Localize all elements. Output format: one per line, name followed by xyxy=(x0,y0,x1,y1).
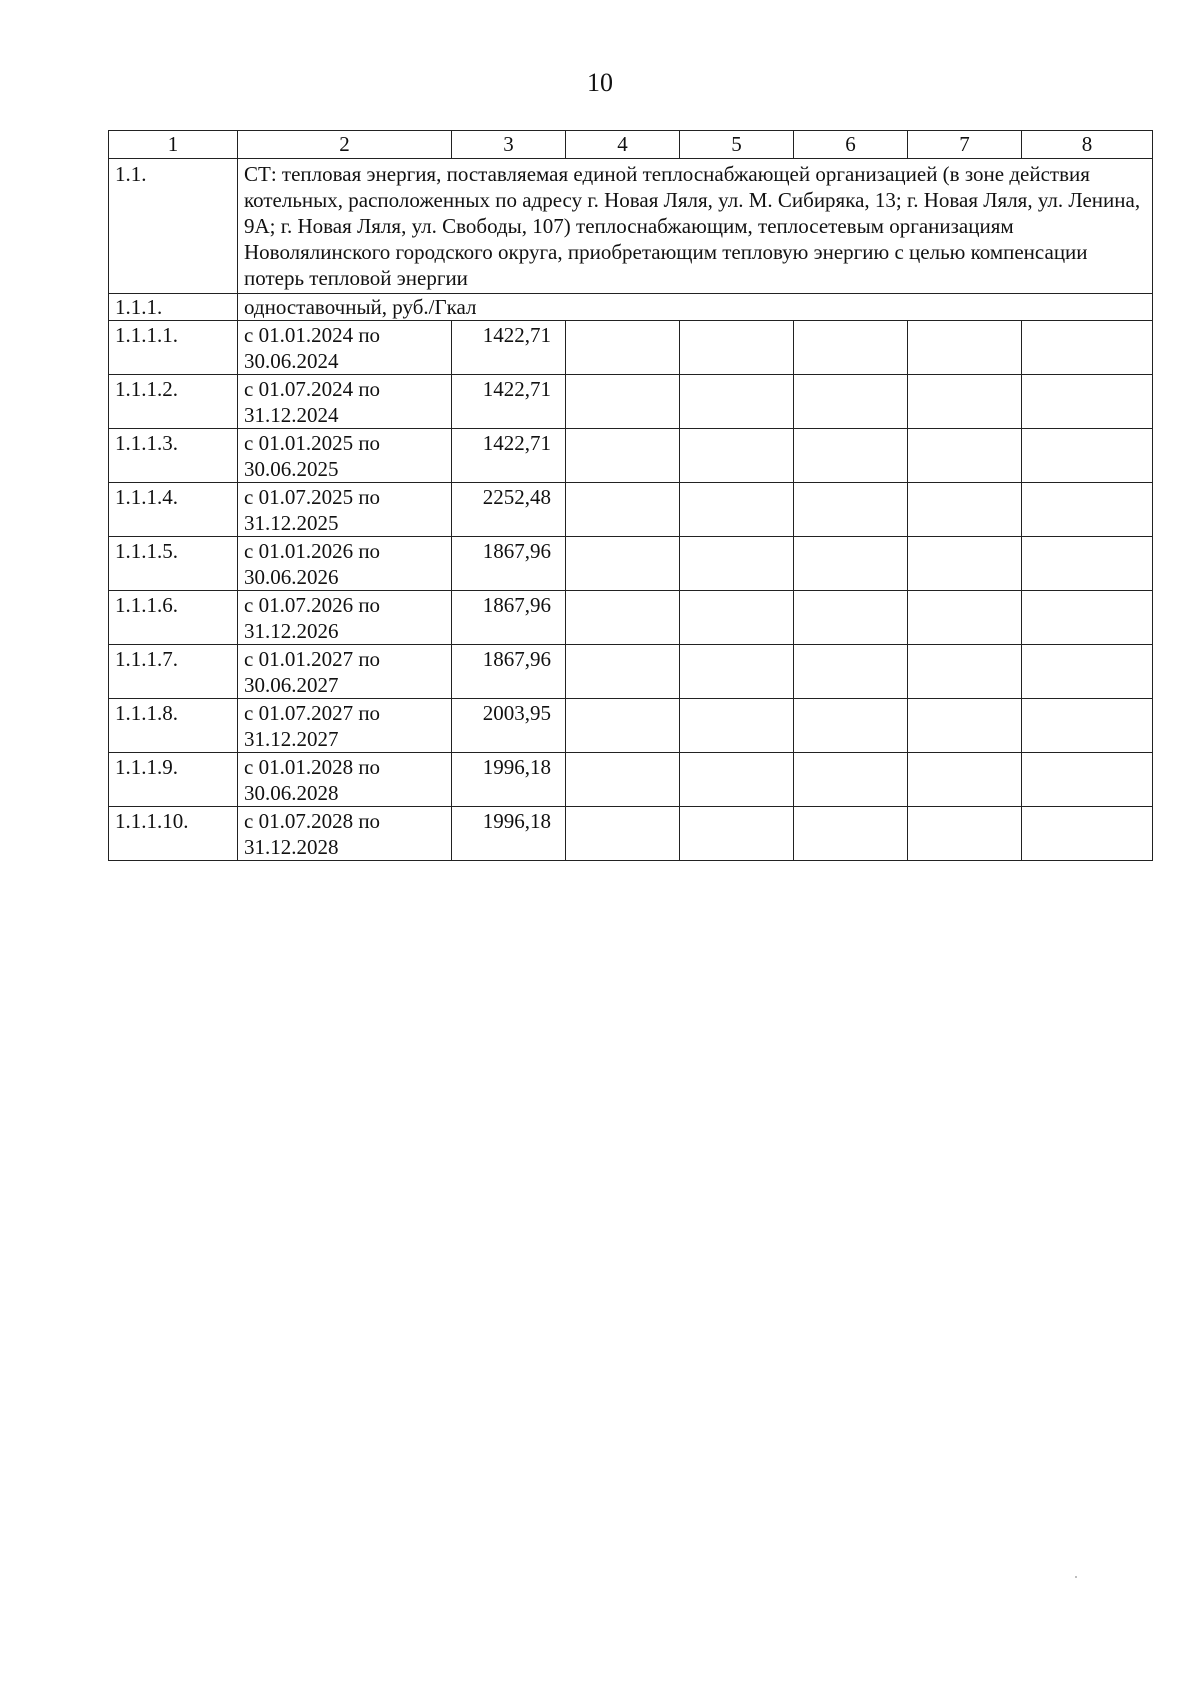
empty-cell xyxy=(1022,375,1153,429)
row-period xyxy=(238,753,452,807)
section-description: СТ: тепловая энергия, поставляемая единой теплоснабжающей организацией (в зоне действия котельных, расположенных по адресу г. Новая Ляля, ул. М. Сибиряка, 13; г. Новая Ляля, ул. Ленина, 9А; г. Новая Ляля, ул. Свободы, 107) теплоснабжающим, теплосетевым организациям Новолялинского городского округа, приобретающим тепловую энергию с целью компенсации потерь тепловой энергии xyxy=(238,159,1153,294)
tariff-table xyxy=(108,130,1153,861)
period-from: с 01.01.2025 по xyxy=(244,431,381,455)
empty-cell xyxy=(566,429,680,483)
period-to: 31.12.2025 xyxy=(244,511,339,535)
empty-cell xyxy=(908,429,1022,483)
empty-cell xyxy=(566,483,680,537)
row-period xyxy=(238,537,452,591)
empty-cell xyxy=(794,699,908,753)
table-row xyxy=(109,537,1153,591)
empty-cell xyxy=(680,321,794,375)
period-to: 31.12.2026 xyxy=(244,619,339,643)
empty-cell xyxy=(794,753,908,807)
row-period xyxy=(238,483,452,537)
empty-cell xyxy=(1022,807,1153,861)
row-value: 1422,71 xyxy=(452,429,566,483)
column-header-row xyxy=(109,131,1153,159)
empty-cell xyxy=(1022,753,1153,807)
empty-cell xyxy=(566,537,680,591)
empty-cell xyxy=(1022,321,1153,375)
empty-cell xyxy=(566,321,680,375)
row-period xyxy=(238,321,452,375)
empty-cell xyxy=(680,429,794,483)
table-row xyxy=(109,591,1153,645)
empty-cell xyxy=(794,591,908,645)
empty-cell xyxy=(680,807,794,861)
period-to: 31.12.2027 xyxy=(244,727,339,751)
empty-cell xyxy=(908,807,1022,861)
column-header: 3 xyxy=(452,131,566,159)
row-value: 1996,18 xyxy=(452,807,566,861)
row-period xyxy=(238,645,452,699)
subsection-number: 1.1.1. xyxy=(109,294,238,321)
empty-cell xyxy=(908,591,1022,645)
period-from: с 01.01.2028 по xyxy=(244,755,381,779)
row-value: 1867,96 xyxy=(452,591,566,645)
period-from: с 01.07.2027 по xyxy=(244,701,381,725)
empty-cell xyxy=(680,591,794,645)
empty-cell xyxy=(908,537,1022,591)
period-from: с 01.07.2025 по xyxy=(244,485,381,509)
period-to: 30.06.2025 xyxy=(244,457,339,481)
row-number: 1.1.1.5. xyxy=(109,537,238,591)
subsection-row xyxy=(109,294,1153,321)
subsection-label: одноставочный, руб./Гкал xyxy=(238,294,1153,321)
period-from: с 01.01.2027 по xyxy=(244,647,381,671)
column-header: 5 xyxy=(680,131,794,159)
table-row xyxy=(109,699,1153,753)
row-value: 2252,48 xyxy=(452,483,566,537)
empty-cell xyxy=(1022,537,1153,591)
column-header: 1 xyxy=(109,131,238,159)
empty-cell xyxy=(566,591,680,645)
column-header: 6 xyxy=(794,131,908,159)
table-row xyxy=(109,645,1153,699)
column-header: 8 xyxy=(1022,131,1153,159)
row-value: 1867,96 xyxy=(452,537,566,591)
row-number: 1.1.1.3. xyxy=(109,429,238,483)
empty-cell xyxy=(908,699,1022,753)
empty-cell xyxy=(794,645,908,699)
empty-cell xyxy=(794,537,908,591)
empty-cell xyxy=(680,483,794,537)
period-from: с 01.01.2026 по xyxy=(244,539,381,563)
section-row xyxy=(109,159,1153,294)
row-number: 1.1.1.7. xyxy=(109,645,238,699)
row-value: 1422,71 xyxy=(452,321,566,375)
period-to: 30.06.2026 xyxy=(244,565,339,589)
row-number: 1.1.1.4. xyxy=(109,483,238,537)
period-to: 30.06.2024 xyxy=(244,349,339,373)
empty-cell xyxy=(566,753,680,807)
row-period xyxy=(238,375,452,429)
empty-cell xyxy=(794,429,908,483)
period-from: с 01.07.2024 по xyxy=(244,377,381,401)
period-to: 30.06.2028 xyxy=(244,781,339,805)
empty-cell xyxy=(566,645,680,699)
table-row xyxy=(109,375,1153,429)
period-to: 30.06.2027 xyxy=(244,673,339,697)
empty-cell xyxy=(908,645,1022,699)
row-value: 1996,18 xyxy=(452,753,566,807)
period-from: с 01.07.2028 по xyxy=(244,809,381,833)
table-row xyxy=(109,753,1153,807)
period-from: с 01.01.2024 по xyxy=(244,323,381,347)
empty-cell xyxy=(680,375,794,429)
empty-cell xyxy=(566,807,680,861)
scan-artifact xyxy=(1075,1576,1077,1578)
row-period xyxy=(238,591,452,645)
row-period xyxy=(238,807,452,861)
row-number: 1.1.1.10. xyxy=(109,807,238,861)
empty-cell xyxy=(680,537,794,591)
row-value: 1867,96 xyxy=(452,645,566,699)
empty-cell xyxy=(1022,591,1153,645)
empty-cell xyxy=(908,483,1022,537)
empty-cell xyxy=(794,807,908,861)
empty-cell xyxy=(908,375,1022,429)
empty-cell xyxy=(1022,645,1153,699)
column-header: 4 xyxy=(566,131,680,159)
empty-cell xyxy=(794,321,908,375)
period-to: 31.12.2028 xyxy=(244,835,339,859)
row-period xyxy=(238,429,452,483)
row-period xyxy=(238,699,452,753)
empty-cell xyxy=(794,375,908,429)
empty-cell xyxy=(566,375,680,429)
row-value: 1422,71 xyxy=(452,375,566,429)
period-from: с 01.07.2026 по xyxy=(244,593,381,617)
empty-cell xyxy=(1022,483,1153,537)
table-row xyxy=(109,483,1153,537)
row-number: 1.1.1.9. xyxy=(109,753,238,807)
column-header: 7 xyxy=(908,131,1022,159)
column-header: 2 xyxy=(238,131,452,159)
table-row xyxy=(109,429,1153,483)
table-row xyxy=(109,321,1153,375)
empty-cell xyxy=(908,753,1022,807)
row-number: 1.1.1.8. xyxy=(109,699,238,753)
empty-cell xyxy=(680,699,794,753)
empty-cell xyxy=(794,483,908,537)
section-number: 1.1. xyxy=(109,159,238,294)
row-number: 1.1.1.1. xyxy=(109,321,238,375)
empty-cell xyxy=(680,753,794,807)
row-number: 1.1.1.2. xyxy=(109,375,238,429)
empty-cell xyxy=(1022,429,1153,483)
empty-cell xyxy=(908,321,1022,375)
empty-cell xyxy=(566,699,680,753)
row-number: 1.1.1.6. xyxy=(109,591,238,645)
table-row xyxy=(109,807,1153,861)
empty-cell xyxy=(680,645,794,699)
row-value: 2003,95 xyxy=(452,699,566,753)
period-to: 31.12.2024 xyxy=(244,403,339,427)
empty-cell xyxy=(1022,699,1153,753)
page-number: 10 xyxy=(587,68,613,97)
